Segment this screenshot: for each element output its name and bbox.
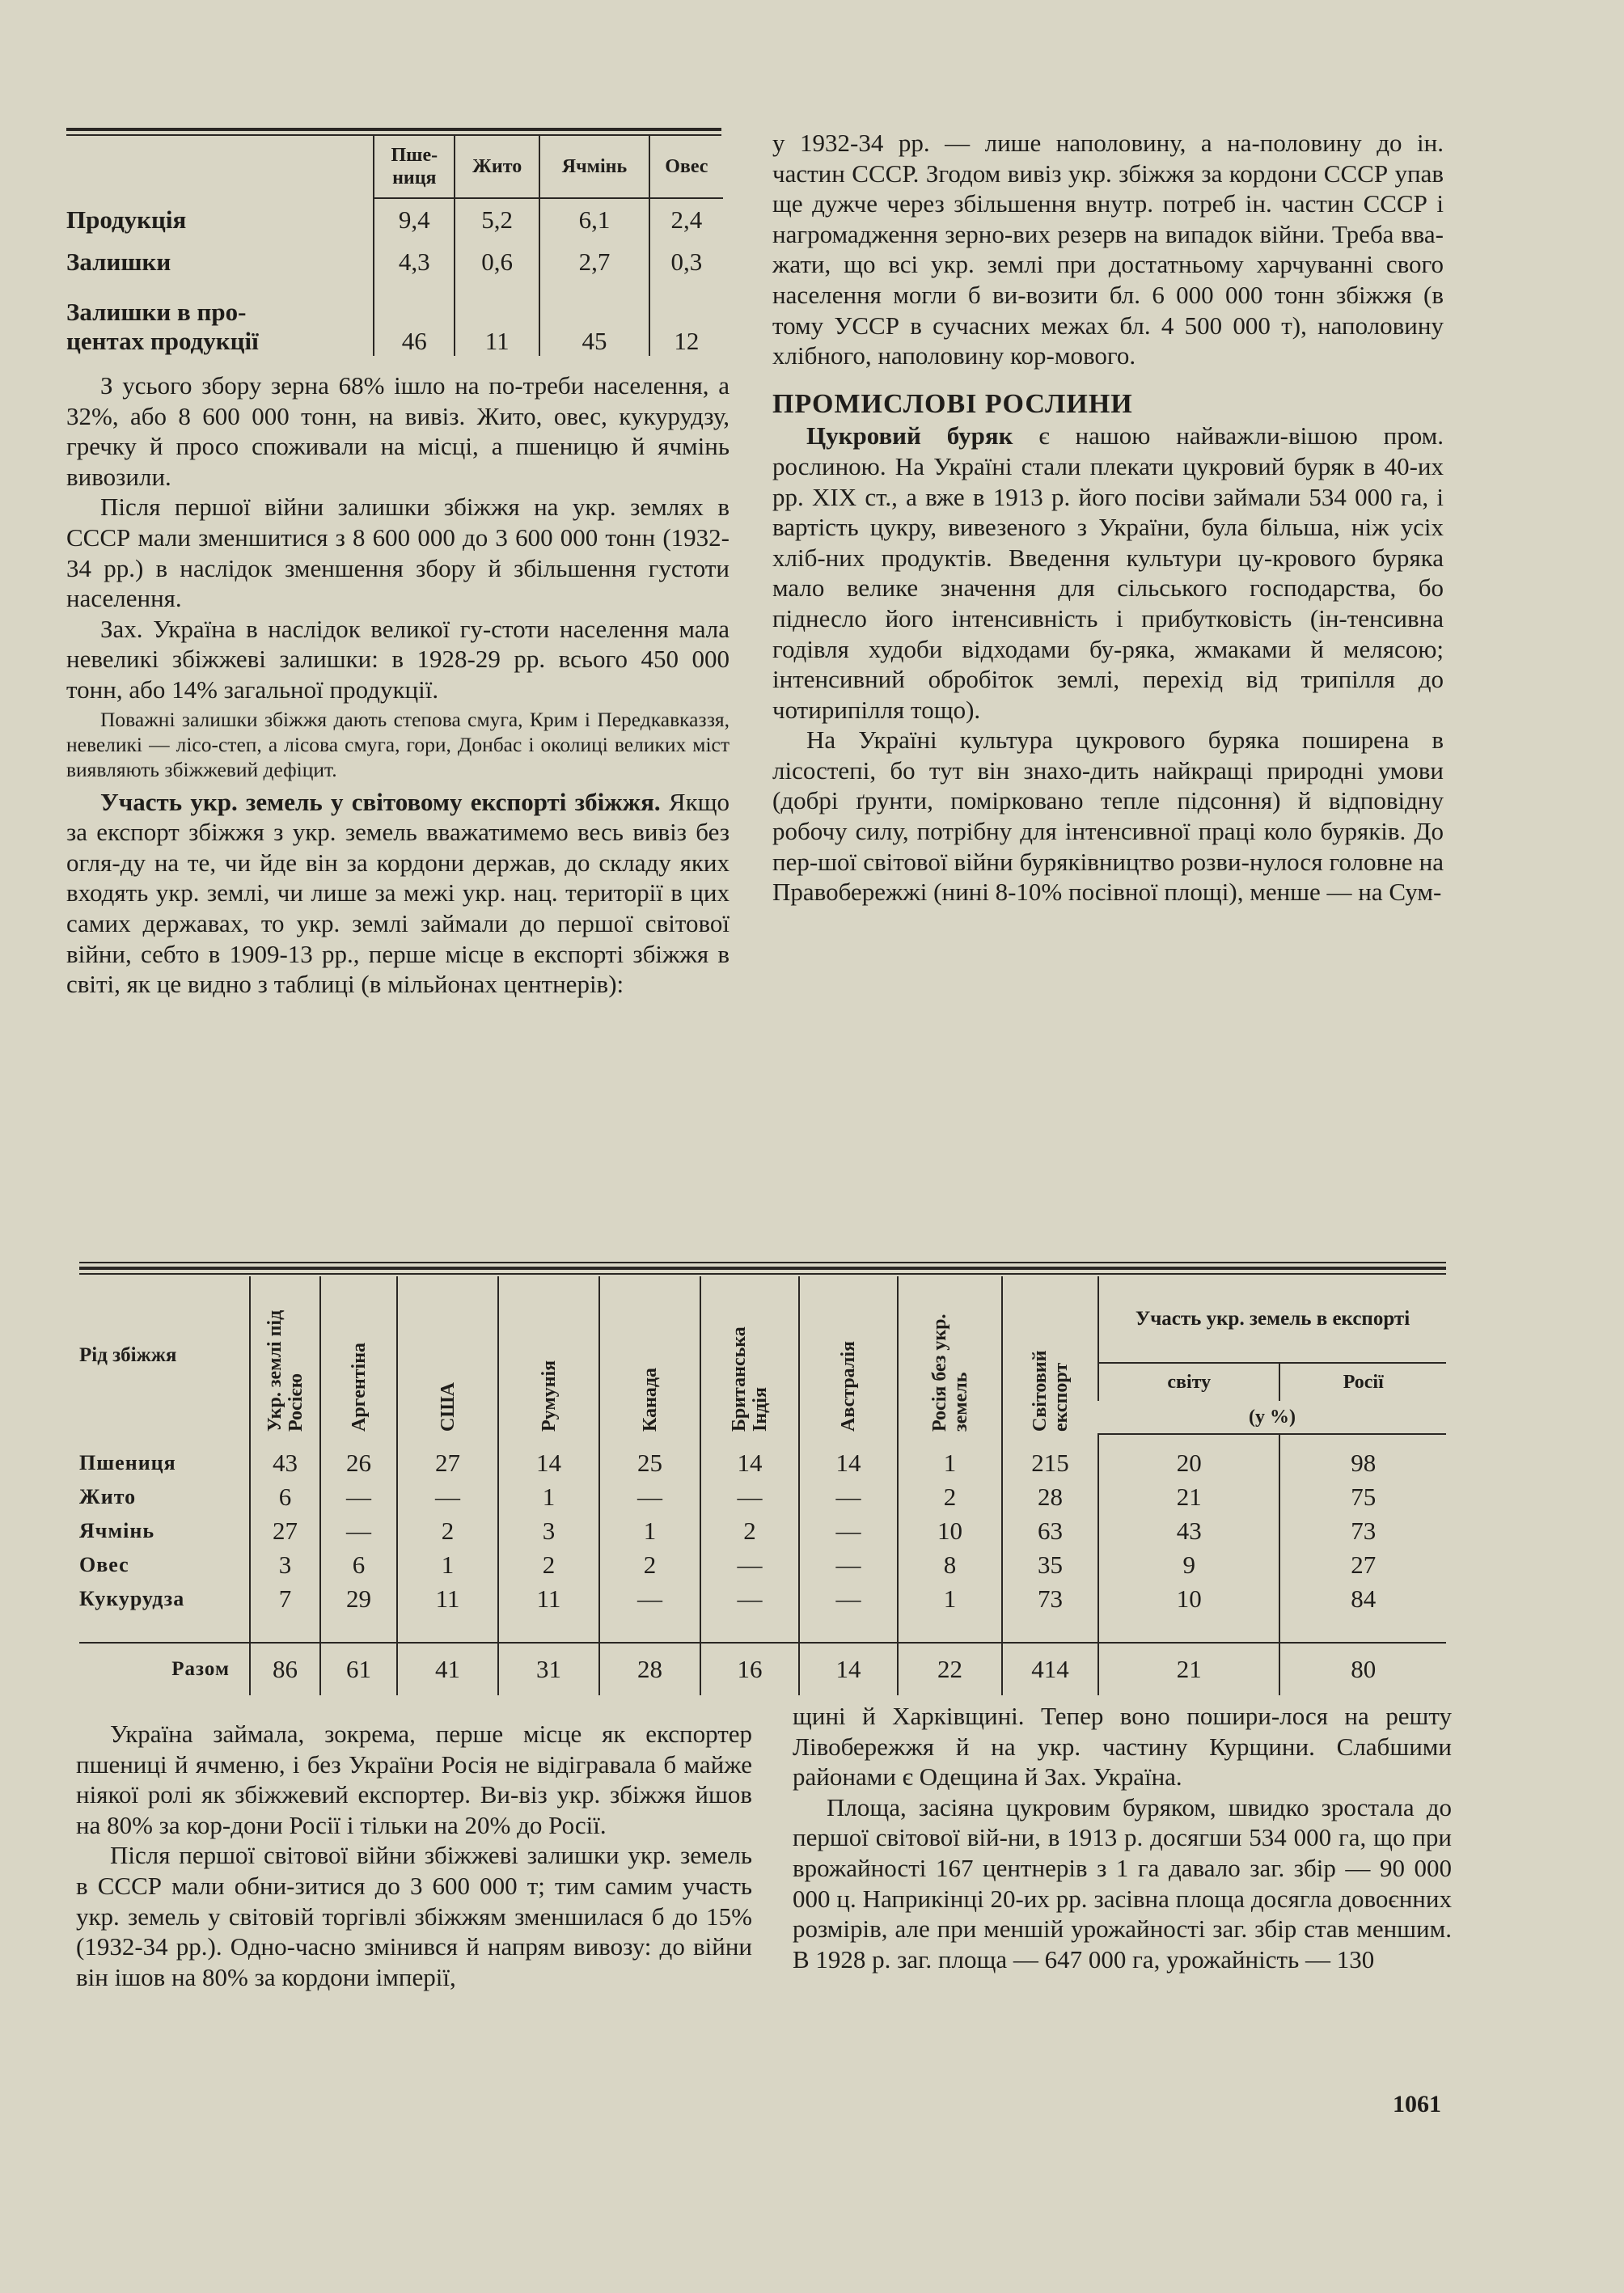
column-header <box>320 1276 397 1434</box>
table-cell: 43 <box>250 1434 320 1480</box>
table-corner <box>66 136 374 198</box>
column-group-header: Участь укр. земель в експорті <box>1098 1276 1446 1363</box>
table-cell: — <box>799 1582 898 1616</box>
table-cell: — <box>799 1548 898 1582</box>
total-cell: 41 <box>397 1643 498 1695</box>
table-cell: 2 <box>397 1514 498 1548</box>
column-header-text: Укр. землі під Росією <box>264 1309 307 1432</box>
table-cell: 2 <box>599 1548 700 1582</box>
paragraph-text: є нашою найважли-вішою пром. рослиною. На Україні стали плекати цукровий буряк в 40-их рр. XIX ст., а вже в 1913 р. його посіви займали 534 000 га, і вартість цукру, вивезеного з України, була більша, ніж усіх хліб-них продуктів. Введення культури цу-крового буряка мало велике значення для сільського господарства, бо піднесло його інтенсивність і прибутковість (ін-тенсивна годівля худоби відходами бу-ряка, жмаками й мелясою; інтенсивний обробіток землі, перехід від трипілля до чотирипілля тощо). <box>772 421 1444 724</box>
paragraph: Площа, засіяна цукровим буряком, швидко зростала до першої світової вій-ни, в 1913 р. досягши 534 000 га, що при врожайності 167 центнерів з 1 га давало заг. збір — 90 000 000 ц. Наприкінці 20-их рр. засівна площа досягла довоєнних розмірів, але при меншій урожайності заг. збір став меншим. В 1928 р. заг. площа — 647 000 га, урожайність — 130 <box>793 1792 1452 1974</box>
table-cell: 6,1 <box>539 198 649 241</box>
table-cell: — <box>320 1514 397 1548</box>
table-cell: 14 <box>498 1434 599 1480</box>
table-cell: 6 <box>250 1480 320 1514</box>
total-cell: 22 <box>898 1643 1002 1695</box>
table-cell: 2 <box>898 1480 1002 1514</box>
paragraph: На Україні культура цукрового буряка поширена в лісостепі, бо тут він знахо-дить найкращі природні умови (добрі ґрунти, помірковано тепле підсоння) й відповідну робочу силу, потрібну для інтенсивної праці коло буряків. До пер-шої світової війни буряківництво розви-нулося головне на Правобережжі (нині 8-10% посівної площі), менше — на Сум- <box>772 726 1444 907</box>
table-corner: Рід збіжжя <box>79 1343 177 1366</box>
table-header-row <box>66 136 723 198</box>
column-header: Жито <box>455 136 539 198</box>
table-cell <box>1279 1616 1446 1643</box>
table-cell <box>700 1616 799 1643</box>
table-cell: 1 <box>898 1582 1002 1616</box>
column-header <box>799 1276 898 1434</box>
table-row <box>79 1480 1446 1514</box>
table2-top-rule-thin <box>79 1273 1446 1275</box>
row-label: Залишки <box>66 247 171 276</box>
table-cell: — <box>700 1548 799 1582</box>
column-header-text: Австралія <box>838 1340 859 1432</box>
paragraph <box>66 787 730 1000</box>
table-cell: — <box>799 1480 898 1514</box>
column-header-text: Росія без укр. земель <box>928 1313 971 1432</box>
table-cell: 1 <box>397 1548 498 1582</box>
table-cell: 21 <box>1098 1480 1279 1514</box>
column-header <box>397 1276 498 1434</box>
column-bottom-right <box>793 1701 1452 1974</box>
table-cell: 46 <box>374 283 455 356</box>
table-cell <box>799 1616 898 1643</box>
table-cell: 45 <box>539 283 649 356</box>
table-row <box>79 1434 1446 1480</box>
column-header <box>250 1276 320 1434</box>
total-cell: 414 <box>1002 1643 1098 1695</box>
total-cell: 31 <box>498 1643 599 1695</box>
table-cell <box>1002 1616 1098 1643</box>
paragraph: Після першої війни залишки збіжжя на укр. землях в СССР мали зменшитися з 8 600 000 до 3 600 000 тонн (1932-34 рр.) в наслідок зменшення збору й збільшення густоти населення. <box>66 493 730 613</box>
table-cell: 9,4 <box>374 198 455 241</box>
column-header-text: Аргентіна <box>348 1342 370 1432</box>
table-cell: — <box>700 1582 799 1616</box>
table-cell: — <box>397 1480 498 1514</box>
table-cell: 215 <box>1002 1434 1098 1480</box>
table-cell: 27 <box>1279 1548 1446 1582</box>
table2-top-rule <box>79 1267 1446 1270</box>
paragraph: Після першої світової війни збіжжеві залишки укр. земель в СССР мали обни-зитися до 3 600 000 т; тим самим участь укр. земель у світовій торгівлі збіжжям зменшилася б до 15% (1932-34 рр.). Одно-часно змінився й напрям вивозу: до війни він ішов на 80% за кордони імперії, <box>76 1841 752 1991</box>
table-cell: 28 <box>1002 1480 1098 1514</box>
table-cell <box>898 1616 1002 1643</box>
table-cell: 27 <box>397 1434 498 1480</box>
table-row <box>79 1514 1446 1548</box>
top-rule <box>66 128 721 131</box>
column-header-text: Британська Індія <box>729 1326 771 1432</box>
table-cell: 5,2 <box>455 198 539 241</box>
total-cell: 28 <box>599 1643 700 1695</box>
paragraph <box>772 421 1444 725</box>
total-cell: 14 <box>799 1643 898 1695</box>
table-cell: 12 <box>649 283 723 356</box>
table-cell: — <box>599 1480 700 1514</box>
table-cell: 14 <box>700 1434 799 1480</box>
unit-label: (у %) <box>1098 1401 1446 1434</box>
column-header: Овес <box>649 136 723 198</box>
table-row <box>79 1582 1446 1616</box>
column-end-rule <box>79 1262 1446 1263</box>
table-cell: 10 <box>1098 1582 1279 1616</box>
table-row <box>79 1548 1446 1582</box>
table-cell: 25 <box>599 1434 700 1480</box>
grain-balance-table <box>66 136 723 356</box>
table-cell <box>250 1616 320 1643</box>
table-cell: 73 <box>1279 1514 1446 1548</box>
paragraph: Зах. Україна в наслідок великої гу-стоти населення мала невеликі збіжжеві залишки: в 1928-29 рр. всього 450 000 тонн, або 14% загальної продукції. <box>66 614 730 704</box>
table-cell: 2 <box>498 1548 599 1582</box>
table-cell: 7 <box>250 1582 320 1616</box>
table-cell: 75 <box>1279 1480 1446 1514</box>
row-label: Продукція <box>66 205 187 234</box>
column-top-left <box>66 370 730 1000</box>
row-label: Ячмінь <box>79 1519 155 1542</box>
paragraph: щині й Харківщині. Тепер воно пошири-лося на решту Лівобережжя й на укр. частину Курщини. Слабшими районами є Одещина й Зах. Україна. <box>793 1702 1452 1792</box>
table-header-row <box>79 1276 1446 1363</box>
column-header-text: Румунія <box>538 1360 560 1432</box>
table-cell <box>498 1616 599 1643</box>
column-header <box>498 1276 599 1434</box>
paragraph-lead: Цукровий буряк <box>806 421 1013 451</box>
section-heading: ПРОМИСЛОВІ РОСЛИНИ <box>772 388 1133 419</box>
total-cell: 16 <box>700 1643 799 1695</box>
table-cell: 2 <box>700 1514 799 1548</box>
column-header: Пше- ниця <box>374 136 455 198</box>
table-row <box>66 241 723 283</box>
grain-export-table <box>79 1276 1446 1695</box>
table-cell <box>599 1616 700 1643</box>
table-cell: 0,6 <box>455 241 539 283</box>
column-subheader: Росії <box>1279 1363 1446 1401</box>
column-bottom-left <box>76 1719 752 1992</box>
table-cell: 1 <box>599 1514 700 1548</box>
table-cell: 84 <box>1279 1582 1446 1616</box>
table-cell <box>1098 1616 1279 1643</box>
table-cell: 10 <box>898 1514 1002 1548</box>
table-cell: 6 <box>320 1548 397 1582</box>
total-cell: 21 <box>1098 1643 1279 1695</box>
paragraph-text: Якщо за експорт збіжжя з укр. земель вважатимемо весь вивіз без огля-ду на те, чи йде він за кордони держав, до складу яких входять укр. землі, чи лише за межі укр. нац. території в цих самих державах, то укр. землі займали до першої світової війни, себто в 1909-13 рр., перше місце в експорті збіжжя в світі, як це видно з таблиці (в мільйонах центнерів): <box>66 787 730 999</box>
total-cell: 80 <box>1279 1643 1446 1695</box>
row-label: Кукурудза <box>79 1587 185 1610</box>
table-cell <box>79 1616 250 1643</box>
paragraph: Україна займала, зокрема, перше місце як експортер пшениці й ячменю, і без України Росія не відігравала б майже ніякої ролі як збіжжевий експортер. Ви-віз укр. збіжжя йшов на 80% за кор-дони Росії і тільки на 20% до Росії. <box>76 1720 752 1839</box>
table-cell: 3 <box>498 1514 599 1548</box>
total-label: Разом <box>79 1643 250 1695</box>
table-cell: 26 <box>320 1434 397 1480</box>
table-cell: 1 <box>498 1480 599 1514</box>
column-header-text: Канада <box>639 1367 661 1432</box>
column-top-right <box>772 128 1444 907</box>
column-header: Ячмінь <box>539 136 649 198</box>
table-cell: 11 <box>455 283 539 356</box>
table-cell: 4,3 <box>374 241 455 283</box>
table-row <box>66 283 723 356</box>
table-total-row <box>79 1643 1446 1695</box>
row-label: Жито <box>79 1485 137 1508</box>
table-cell: 11 <box>397 1582 498 1616</box>
table-cell: — <box>599 1582 700 1616</box>
table-cell: — <box>320 1480 397 1514</box>
table-cell: 63 <box>1002 1514 1098 1548</box>
table-spacer <box>79 1616 1446 1643</box>
table-cell: 73 <box>1002 1582 1098 1616</box>
table-cell: 27 <box>250 1514 320 1548</box>
table-cell <box>397 1616 498 1643</box>
column-header <box>1002 1276 1098 1434</box>
table-cell: 29 <box>320 1582 397 1616</box>
column-header-text: Світовий експорт <box>1029 1350 1072 1432</box>
paragraph: у 1932-34 рр. — лише наполовину, а на-половину до ін. частин СССР. Згодом вивіз укр. збіжжя за кордони СССР упав ще дужче через збільшення внутр. потреб ін. частин СССР і нагромадження зерно-вих резерв на випадок війни. Треба вва-жати, що всі укр. землі при достатньому харчуванні свого населення могли б ви-возити бл. 6 000 000 тонн збіжжя (в тому УССР в сучасних межах бл. 4 500 000 т), наполовину хлібного, наполовину кор-мового. <box>772 129 1444 370</box>
table-cell: 14 <box>799 1434 898 1480</box>
total-cell: 61 <box>320 1643 397 1695</box>
table-cell: 1 <box>898 1434 1002 1480</box>
table-cell: 11 <box>498 1582 599 1616</box>
table-cell: 9 <box>1098 1548 1279 1582</box>
table-cell: 2,7 <box>539 241 649 283</box>
table-cell: 3 <box>250 1548 320 1582</box>
table-cell: 35 <box>1002 1548 1098 1582</box>
column-subheader: світу <box>1098 1363 1279 1401</box>
table-cell: 20 <box>1098 1434 1279 1480</box>
table-cell <box>320 1616 397 1643</box>
column-header <box>599 1276 700 1434</box>
table-cell: 98 <box>1279 1434 1446 1480</box>
table-cell: 0,3 <box>649 241 723 283</box>
paragraph: Поважні залишки збіжжя дають степова смуга, Крим і Передкавказзя, невеликі — лісо-степ, а лісова смуга, гори, Донбас і околиці великих міст виявляють збіжжевий дефіцит. <box>66 707 730 781</box>
page-number: 1061 <box>1393 2091 1441 2117</box>
table-cell: 2,4 <box>649 198 723 241</box>
row-label: Залишки в про- центах продукції <box>66 298 259 355</box>
paragraph: З усього збору зерна 68% ішло на по-треби населення, а 32%, або 8 600 000 тонн, на вивіз. Жито, овес, кукурудзу, гречку й просо споживали на місці, а пшеницю й ячмінь вивозили. <box>66 371 730 491</box>
row-label: Овес <box>79 1553 129 1576</box>
total-cell: 86 <box>250 1643 320 1695</box>
column-header <box>898 1276 1002 1434</box>
table-cell: 43 <box>1098 1514 1279 1548</box>
table-cell: 8 <box>898 1548 1002 1582</box>
table-row <box>66 198 723 241</box>
row-label: Пшениця <box>79 1450 176 1474</box>
paragraph-lead: Участь укр. земель у світовому експорті збіжжя. <box>100 787 661 816</box>
column-header-text: США <box>437 1381 459 1432</box>
column-header <box>700 1276 799 1434</box>
table-cell: — <box>700 1480 799 1514</box>
table-cell: — <box>799 1514 898 1548</box>
